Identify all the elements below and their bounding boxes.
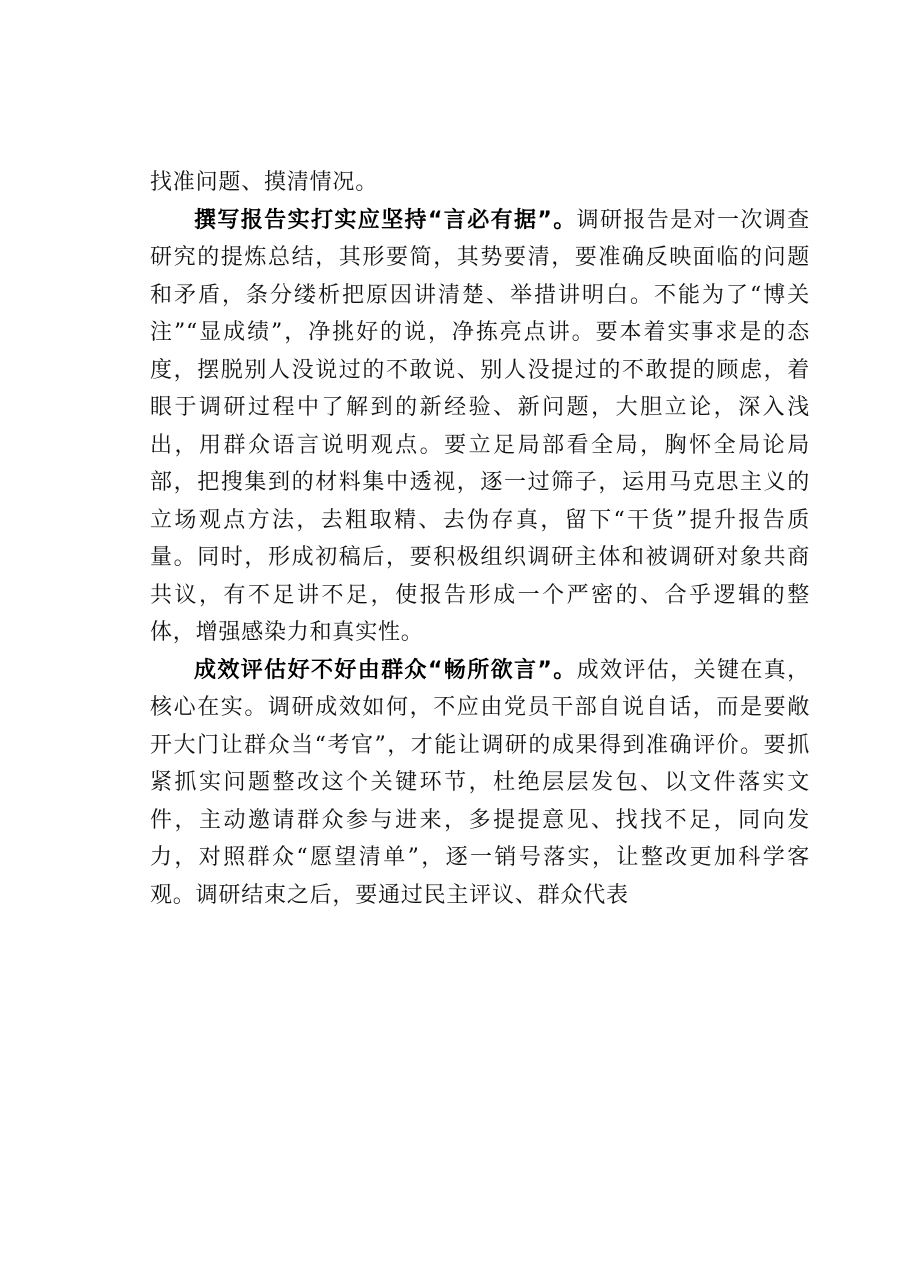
paragraph-body: 找准问题、摸清情况。: [150, 170, 379, 195]
paragraph-lead: 撰写报告实打实应坚持“言必有据”。: [194, 207, 577, 233]
paragraph-body: 调研报告是对一次调查研究的提炼总结，其形要简，其势要清，要准确反映面临的问题和矛盾，条分缕析把原因讲清楚、举措讲明白。不能为了“博关注”“显成绩”，净挑好的说，净拣亮点讲。要本着实事求是的态度，摆脱别人没说过的不敢说、别人没提过的不敢提的顾虑，着眼于调研过程中了解到的新经验、新问题，大胆立论，深入浅出，用群众语言说明观点。要立足局部看全局，胸怀全局论局部，把搜集到的材料集中透视，逐一过筛子，运用马克思主义的立场观点方法，去粗取精、去伪存真，留下“干货”提升报告质量。同时，形成初稿后，要积极组织调研主体和被调研对象共商共议，有不足讲不足，使报告形成一个严密的、合乎逻辑的整体，增强感染力和真实性。: [150, 207, 810, 645]
paragraph-effect-evaluation: [150, 652, 810, 915]
paragraph-continuation: [150, 164, 810, 202]
paragraph-lead: 成效评估好不好由群众“畅所欲言”。: [194, 657, 577, 683]
paragraph-report-writing: [150, 202, 810, 652]
paragraph-body: 成效评估，关键在真，核心在实。调研成效如何，不应由党员干部自说自话，而是要敞开大门让群众当“考官”，才能让调研的成果得到准确评价。要抓紧抓实问题整改这个关键环节，杜绝层层发包、以文件落实文件，主动邀请群众参与进来，多提提意见、找找不足，同向发力，对照群众“愿望清单”，逐一销号落实，让整改更加科学客观。调研结束之后，要通过民主评议、群众代表: [150, 657, 810, 908]
document-body: [150, 164, 810, 914]
